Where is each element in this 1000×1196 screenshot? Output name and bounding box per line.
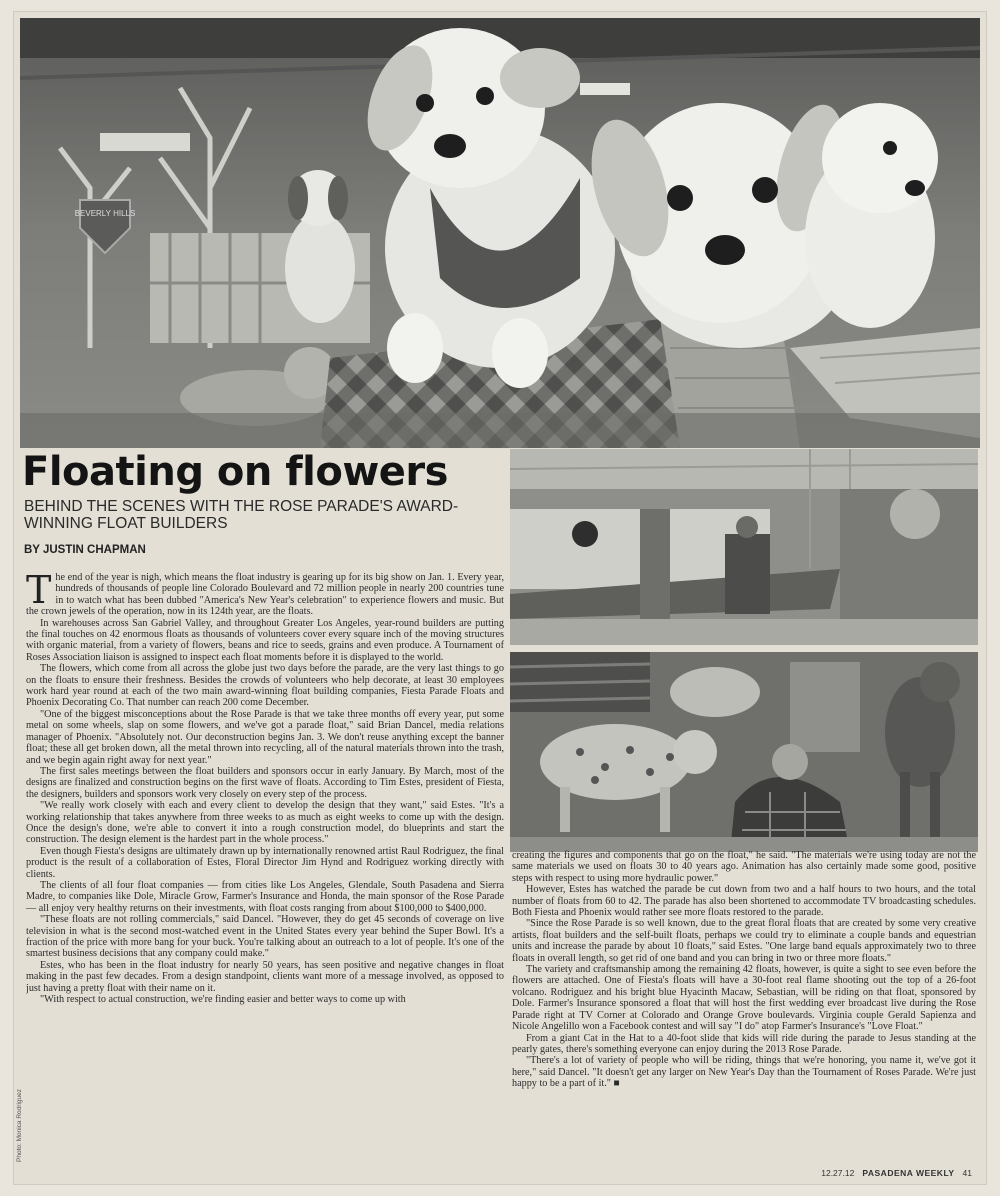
body-paragraph: "Since the Rose Parade is so well known, due to the great floral floats that are created by some very creative artists, float builders and the self-built floats, perhaps we could try to eliminate a couple bands and equestrian units and increase the parade by about 10 floats," said Estes. "One large band equals approximately two to three floats in overall length, so get rid of one band and you can bring in two or three more floats." bbox=[512, 918, 976, 964]
body-paragraph: The flowers, which come from all across the globe just two days before the parade, are the very last things to go on the floats to ensure their freshness. Besides the crowds of volunteers who help decorate, at least 30 employees work hard year round at each of the two main award-winning float building companies, Fiesta Parade Floats and Phoenix Decorating Co. That number can reach 200 come December. bbox=[26, 663, 504, 709]
issue-date: 12.27.12 bbox=[821, 1168, 855, 1178]
body-paragraph-1: The end of the year is nigh, which means the float industry is gearing up for its big show on Jan. 1. Every year, hundreds of thousands of people line Colorado Boulevard and 72 million people in nearly 200 countries tune in to watch what has been dubbed "America's New Year's celebration" to experience flowers and music. But the crown jewels of the operation, now in its 124th year, are the floats. bbox=[26, 572, 504, 618]
body-paragraph: "With respect to actual construction, we're finding easier and better ways to come up with bbox=[40, 994, 406, 1006]
page-number: 41 bbox=[962, 1168, 972, 1178]
body-paragraph: creating the figures and components that go on the float," he said. "The materials we're using today are not the same materials we used on floats 30 to 40 years ago. Animation has also certainly made some good, positive steps with respect to using more hydraulic power." bbox=[512, 850, 976, 884]
body-paragraph: The clients of all four float companies — from cities like Los Angeles, Glendale, South Pasadena and Sierra Madre, to companies like Dole, Miracle Grow, Farmer's Insurance and Honda, the main sponsor of the Rose Parade — all enjoy very healthy returns on their investments, with float costs ranging from about $100,000 to $400,000. bbox=[26, 879, 504, 914]
body-paragraph: The variety and craftsmanship among the remaining 42 floats, however, is quite a sight to see even before the flowers are attached. One of Fiesta's floats will have a 30-foot real flame shooting out the top of a 26-foot volcano. Rodriguez and his bright blue Hyacinth Macaw, Sebastian, will be riding on that float, sponsored by Dole. Farmer's Insurance sponsored a float that will host the first wedding ever broadcast live during the Rose Parade right at TV Corner at Colorado and Orange Grove boulevards. Virginia couple Gerald Sapienza and Nicole Angelillo won a Facebook contest and will say "I do" atop Farmer's Insurance's "Love Float." bbox=[512, 964, 976, 1033]
body-paragraph: However, Estes has watched the parade be cut down from two and a half hours to two hours, and the total number of floats from 60 to 42. The parade has also been shortened to accommodate TV broadcasting schedules. Both Fiesta and Phoenix would rather see more floats restored to the parade. bbox=[512, 884, 976, 919]
newspaper-page bbox=[14, 12, 986, 1184]
article-deck: BEHIND THE SCENES WITH THE ROSE PARADE'S AWARD-WINNING FLOAT BUILDERS bbox=[24, 498, 459, 532]
body-paragraph: From a giant Cat in the Hat to a 40-foot slide that kids will ride during the parade to Jesus standing at the pearly gates, there's something everyone can enjoy during the 2013 Rose Parade. bbox=[512, 1032, 976, 1055]
beverly-hills-sign: BEVERLY HILLS bbox=[74, 209, 136, 218]
body-paragraph: "These floats are not rolling commercials," said Dancel. "However, they do get 45 seconds of coverage on live television in what is the second most-watched event in the United States every year behind the Super Bowl. It's a fraction of the price with more bang for your buck. You're talking about an outreach to a lot of people. It's one of the smartest business decisions that any company could make." bbox=[26, 914, 504, 960]
body-paragraph: "One of the biggest misconceptions about the Rose Parade is that we take three months off every year, put some metal on some wheels, slap on some flowers, and we've got a parade float," said Brian Dancel, media relations manager of Phoenix. "Absolutely not. Our deconstruction begins Jan. 3. We don't reuse anything except the banner float; these all get broken down, all the metal thrown into recycling, all of the natural materials thrown into the trash, and we begin again right away for next year." bbox=[26, 708, 504, 766]
photo-animal-figures bbox=[510, 652, 978, 852]
body-paragraph: The first sales meetings between the float builders and sponsors occur in early January. By March, most of the designs are finalized and construction begins on the first wave of floats. According to Tim Estes, president of Fiesta, the designers, builders and sponsors work very closely on every step of the process. bbox=[26, 765, 504, 800]
drop-cap: T bbox=[26, 572, 52, 612]
article-byline: BY JUSTIN CHAPMAN bbox=[24, 544, 146, 556]
body-paragraph: Estes, who has been in the float industry for nearly 50 years, has seen positive and negative changes in float making in the past few decades. From a design standpoint, clients want more of a message involved, as opposed to just having a pretty float with their name on it. bbox=[26, 959, 504, 994]
hero-photo-puppy-float bbox=[20, 18, 980, 448]
photo-float-construction bbox=[510, 449, 978, 645]
article-body-left bbox=[26, 572, 504, 1172]
body-paragraph: In warehouses across San Gabriel Valley, and throughout Greater Los Angeles, year-round builders are putting the final touches on 42 enormous floats as thousands of volunteers cover every square inch of the moving structures with organic material, from a variety of flowers, beans and rice to seeds, grains and even produce. A Tournament of Roses Association liaison is assigned to inspect each float moments before it is displayed to the world. bbox=[26, 617, 504, 663]
article-body-right bbox=[512, 850, 976, 1170]
article-headline: Floating on flowers bbox=[22, 449, 448, 495]
page-footer bbox=[821, 1168, 972, 1178]
photo-credit: Photo: Monica Rodriguez bbox=[16, 1089, 23, 1162]
body-paragraph: Even though Fiesta's designs are ultimately drawn up by internationally renowned artist Raul Rodriguez, the final product is the result of a collaboration of Estes, Floral Director Jim Hynd and Rodriguez working directly with clients. bbox=[26, 845, 504, 880]
publication-name: PASADENA WEEKLY bbox=[862, 1168, 955, 1178]
body-paragraph: "There's a lot of variety of people who will be riding, things that we're honoring, you name it, we've got it here," said Dancel. "It doesn't get any larger on New Year's Day than the Tournament of Roses Parade. We're just happy to be a part of it." ■ bbox=[512, 1055, 976, 1090]
body-paragraph: "We really work closely with each and every client to develop the design that they want," said Estes. "It's a working relationship that takes anywhere from three weeks to as much as eight weeks to come up with the design. Once the design's done, we're able to convert it into a rough construction model, do blueprints and start the construction. The design element is the hardest part in the whole process." bbox=[26, 800, 504, 846]
